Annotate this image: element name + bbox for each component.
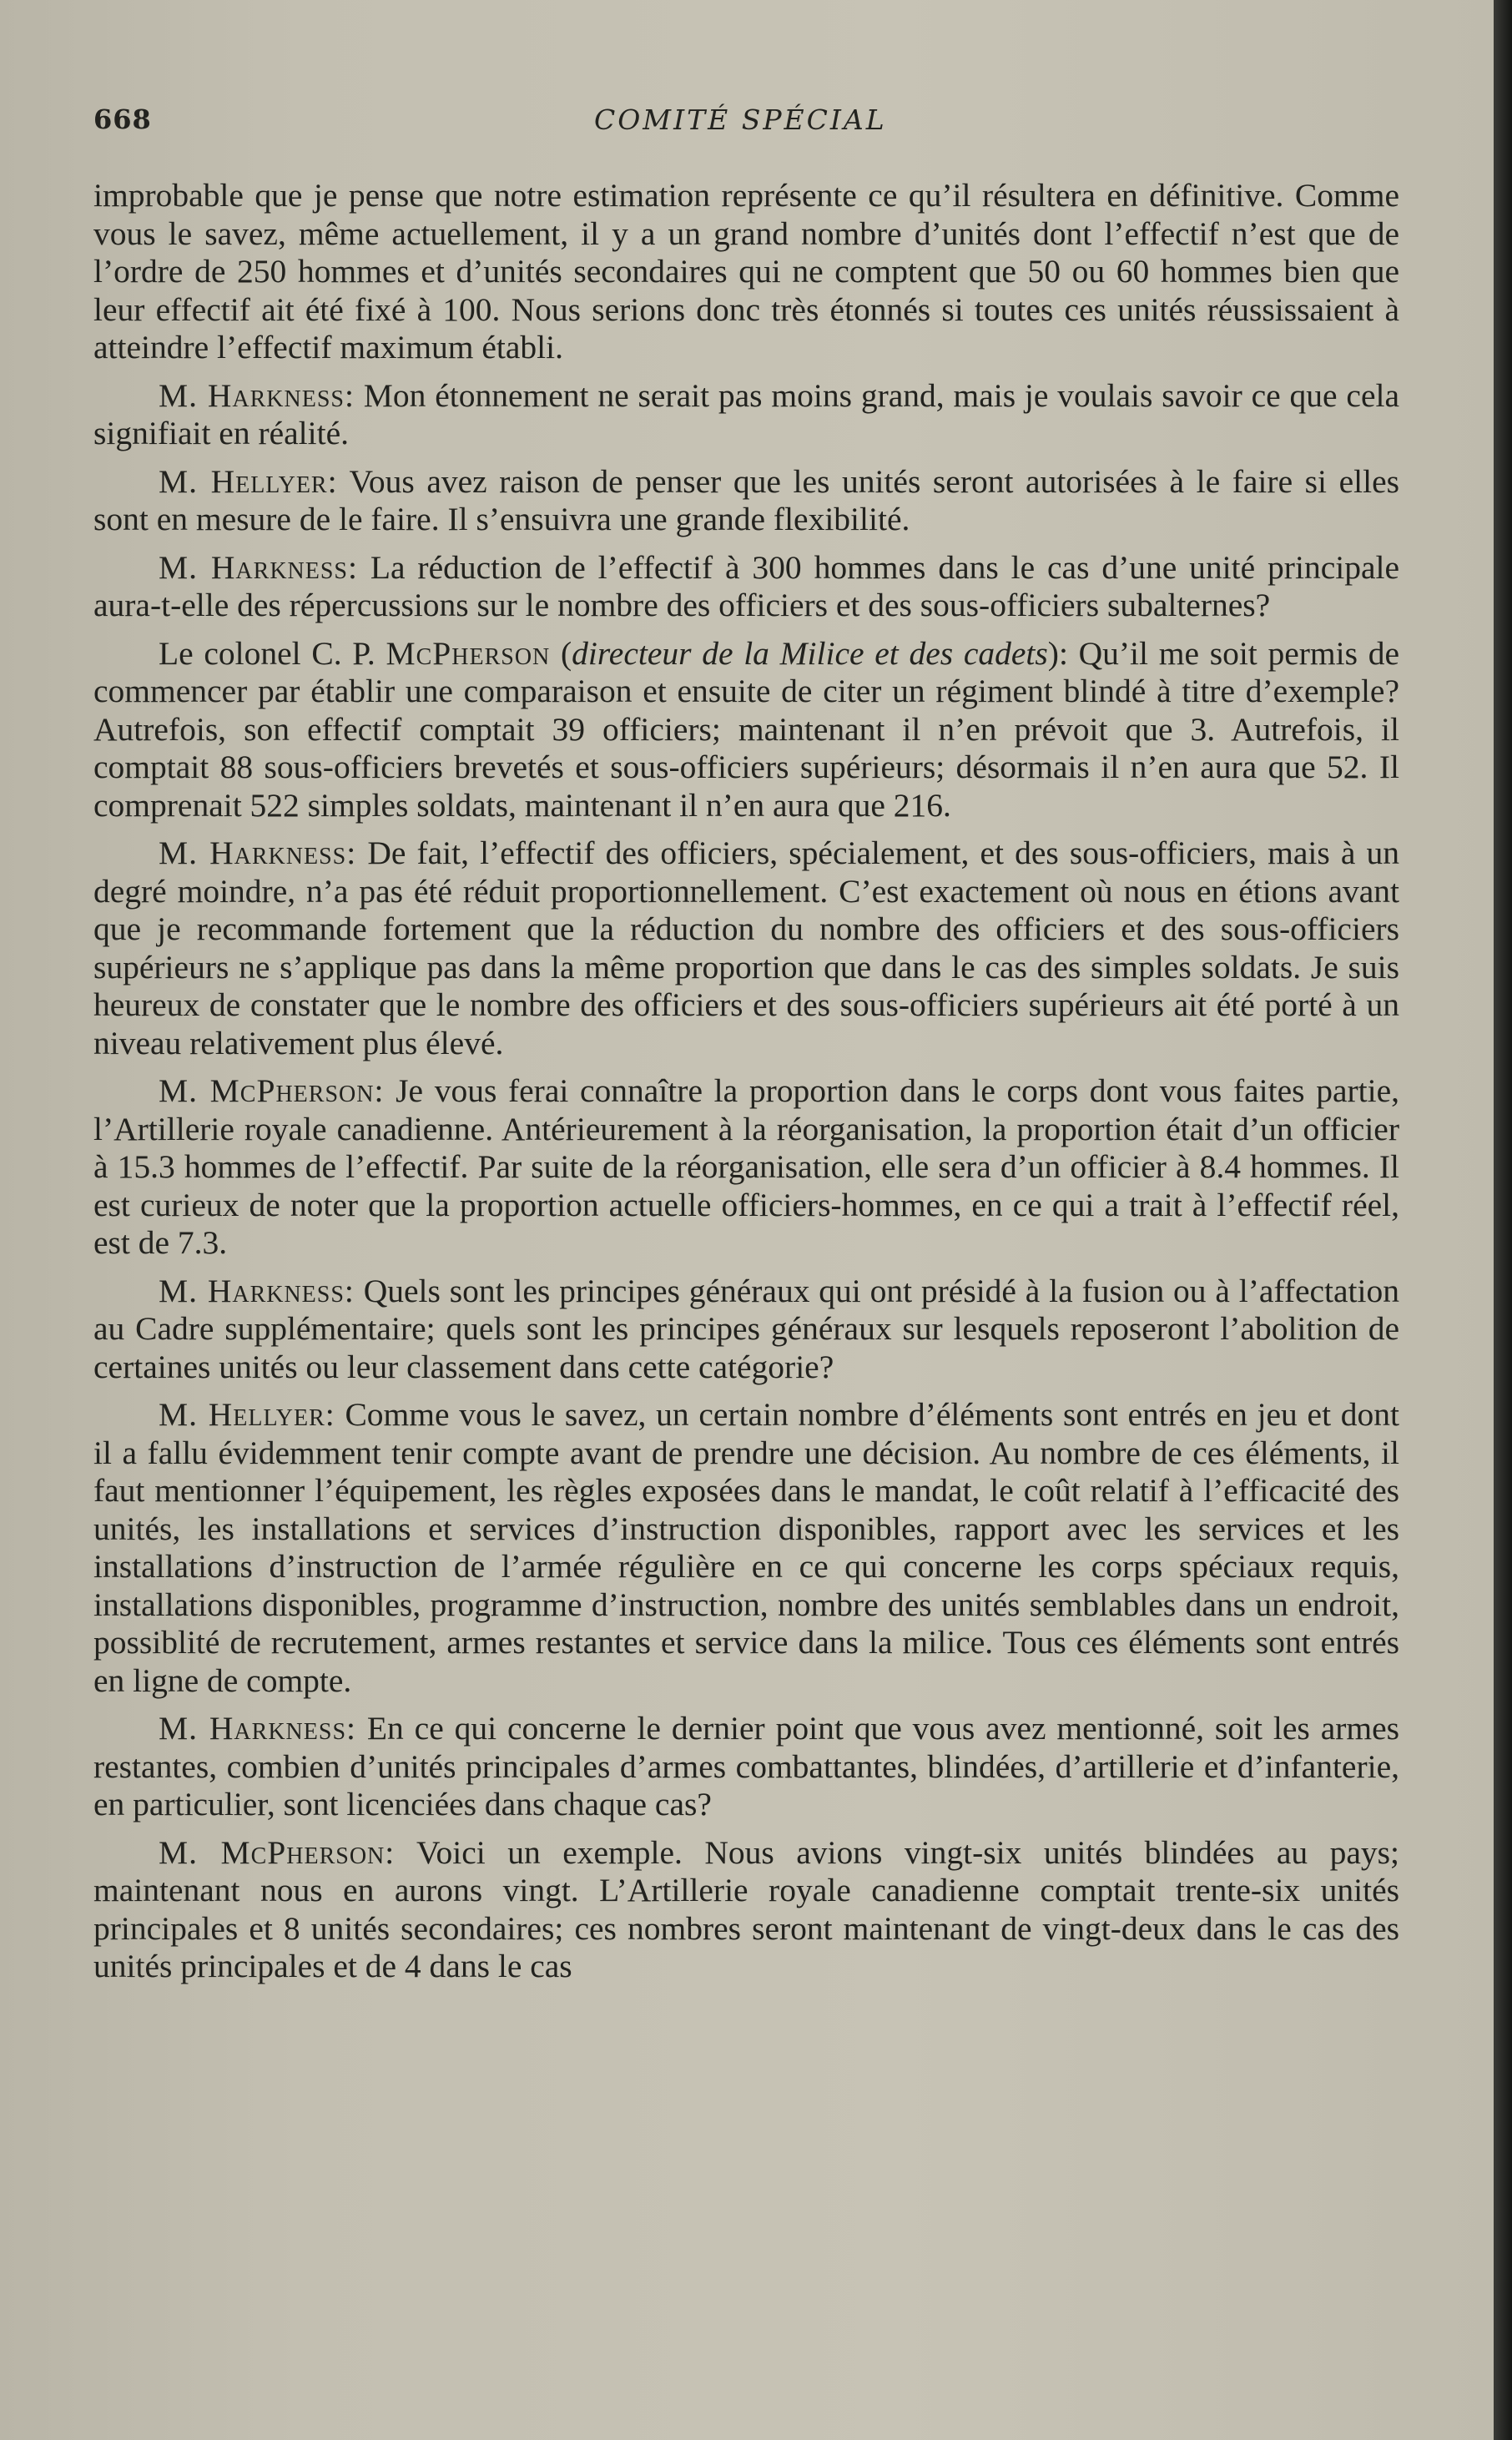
- paragraph-text: : Qu’il me soit permis de commencer par établir une comparaison et ensuite de citer un régiment blindé à titre d’exemple? Autrefois, son effectif comptait 39 officiers; maintenant il n’en prévoit que 3. Autrefois, il comptait 88 sous-officiers brevetés et sous-officiers supérieurs; désormais il n’en aura que 52. Il comprenait 522 simples soldats, maintenant il n’en aura que 216.: [93, 634, 1400, 824]
- page-number: 668: [93, 103, 152, 135]
- speaker-role: directeur de la Milice et des cadets: [572, 634, 1048, 672]
- paragraph: [93, 177, 1399, 367]
- speaker-name: M. Harkness:: [159, 834, 357, 871]
- speaker-name: M. Harkness:: [159, 376, 355, 414]
- paragraph-text: Vous avez raison de penser que les unités seront autorisées à le faire si elles sont en mesure de le faire. Il s’ensuivra une grande flexibilité.: [93, 462, 1399, 537]
- paragraph: [93, 1710, 1399, 1824]
- paragraph-text: En ce qui concerne le dernier point que vous avez mentionné, soit les armes restantes, combien d’unités principales d’armes combattantes, blindées, d’artillerie et d’infanterie, en particulier, sont licenciées dans chaque cas?: [93, 1710, 1400, 1822]
- running-head: COMITÉ SPÉCIAL: [594, 103, 887, 136]
- speaker-name: M. McPherson:: [159, 1833, 396, 1871]
- speaker-name: M. McPherson:: [159, 1072, 385, 1109]
- paragraph-text: Mon étonnement ne serait pas moins grand, mais je voulais savoir ce que cela signifiait en réalité.: [93, 376, 1399, 451]
- body-text: [93, 177, 1399, 1996]
- paragraph-text: Comme vous le savez, un certain nombre d’éléments sont entrés en jeu et dont il a fallu évidemment tenir compte avant de prendre une décision. Au nombre de ces éléments, il faut mentionner l’équipement, les règles exposées dans le mandat, le coût relatif à l’efficacité des unités, les installations et services d’instruction disponibles, rapport avec les services et les installations d’instruction de l’armée régulière en ce qui concerne les corps spéciaux requis, installations disponibles, programme d’instruction, nombre des unités semblables dans un endroit, possiblité de recrutement, armes restantes et service dans la milice. Tous ces éléments sont entrés en ligne de compte.: [93, 1396, 1399, 1699]
- page-header: [93, 103, 1412, 154]
- paragraph-text: Je vous ferai connaître la proportion dans le corps dont vous faites partie, l’Artillerie royale canadienne. Antérieurement à la réorganisation, la proportion était d’un officier à 15.3 hommes de l’effectif. Par suite de la réorganisation, elle sera d’un officier à 8.4 hommes. Il est curieux de noter que la proportion actuelle officiers-hommes, en ce qui a trait à l’effectif réel, est de 7.3.: [93, 1072, 1399, 1261]
- paragraph: [93, 549, 1399, 625]
- speaker-name: M. Hellyer:: [159, 462, 338, 500]
- speaker-name: M. Hellyer:: [159, 1396, 335, 1433]
- speaker-name: M. Harkness:: [159, 548, 358, 586]
- speaker-name: M. Harkness:: [159, 1272, 355, 1309]
- paragraph: [93, 1273, 1399, 1387]
- paragraph-text: improbable que je pense que notre estimation représente ce qu’il résultera en définitive. Comme vous le savez, même actuellement, il y a un grand nombre d’unités dont l’effectif n’est que de l’ordre de 250 hommes et d’unités secondaires qui ne comptent que 50 ou 60 hommes bien que leur effectif ait été fixé à 100. Nous serions donc très étonnés si toutes ces unités réussissaient à atteindre l’effectif maximum établi.: [93, 177, 1399, 365]
- speaker-name: M. Harkness:: [159, 1710, 356, 1747]
- paragraph: Le colonel C. P. McPherson (directeur de la Milice et des cadets): Qu’il me soit permis de commencer par établir une comparaison et ensuite de citer un régiment blindé à titre d’exemple? Autrefois, son effectif comptait 39 officiers; maintenant il n’en prévoit que 3. Autrefois, il comptait 88 sous-officiers brevetés et sous-officiers supérieurs; désormais il n’en aura que 52. Il comprenait 522 simples soldats, maintenant il n’en aura que 216.: [93, 634, 1400, 824]
- paragraph: [93, 1396, 1399, 1700]
- paragraph: [93, 834, 1399, 1062]
- paragraph: [93, 463, 1399, 539]
- paragraph: [93, 1072, 1399, 1263]
- paragraph-text: Voici un exemple. Nous avions vingt-six unités blindées au pays; maintenant nous en aurons vingt. L’Artillerie royale canadienne comptait trente-six unités principales et 8 unités secondaires; ces nombres seront maintenant de vingt-deux dans le cas des unités principales et de 4 dans le cas: [93, 1833, 1399, 1984]
- paragraph: [93, 1834, 1399, 1986]
- speaker-prefix: Le colonel C. P.: [159, 634, 386, 672]
- book-spine-shadow: [1494, 0, 1512, 2440]
- speaker-name: McPherson: [386, 634, 551, 672]
- paragraph-text: De fait, l’effectif des officiers, spécialement, et des sous-officiers, mais à un degré moindre, n’a pas été réduit proportionnellement. C’est exactement où nous en étions avant que je recommande fortement que la réduction du nombre des officiers et des sous-officiers supérieurs ne s’applique pas dans la même proportion que dans le cas des simples soldats. Je suis heureux de constater que le nombre des officiers et des sous-officiers supérieurs ait été porté à un niveau relativement plus élevé.: [93, 834, 1399, 1061]
- paragraph-text: La réduction de l’effectif à 300 hommes dans le cas d’une unité principale aura-t-elle des répercussions sur le nombre des officiers et des sous-officiers subalternes?: [93, 548, 1399, 623]
- paragraph-text: Quels sont les principes généraux qui ont présidé à la fusion ou à l’affectation au Cadre supplémentaire; quels sont les principes généraux sur lesquels reposeront l’abolition de certaines unités ou leur classement dans cette catégorie?: [93, 1272, 1399, 1385]
- paragraph: [93, 377, 1399, 453]
